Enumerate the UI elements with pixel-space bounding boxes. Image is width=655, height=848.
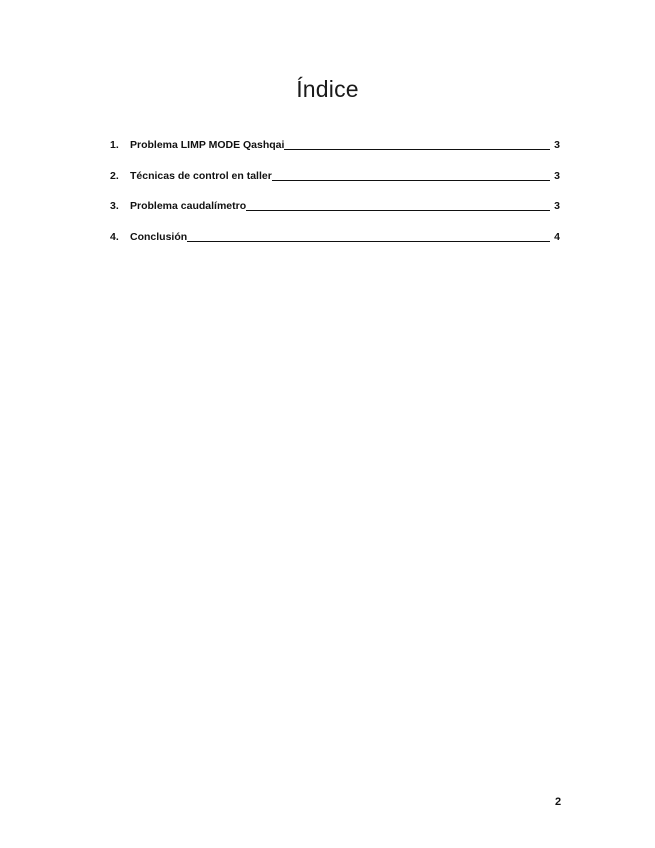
toc-leader-line [246,210,550,211]
toc-entry-page: 3 [554,200,560,212]
toc-entry-title: Problema caudalímetro [130,200,247,212]
toc-entry-page: 3 [554,139,560,151]
toc-entry-page: 4 [554,231,560,243]
toc-entry-title: Conclusión [130,231,188,243]
toc-entry-number: 2. [110,170,119,182]
toc-leader-line [272,180,550,181]
toc-entry-number: 4. [110,231,119,243]
toc-entry-page: 3 [554,170,560,182]
toc-leader-line [284,149,550,150]
toc-leader-line [187,241,550,242]
page-number: 2 [555,796,562,808]
toc-entry[interactable] [110,168,560,183]
toc-entry-number: 3. [110,200,119,212]
toc-entry[interactable] [110,198,560,213]
page-title: Índice [296,76,359,102]
toc-entry[interactable] [110,229,560,244]
table-of-contents [110,137,560,260]
toc-entry-title: Problema LIMP MODE Qashqai [130,139,285,151]
toc-entry-title: Técnicas de control en taller [130,170,272,182]
toc-entry[interactable] [110,137,560,152]
toc-entry-number: 1. [110,139,119,151]
